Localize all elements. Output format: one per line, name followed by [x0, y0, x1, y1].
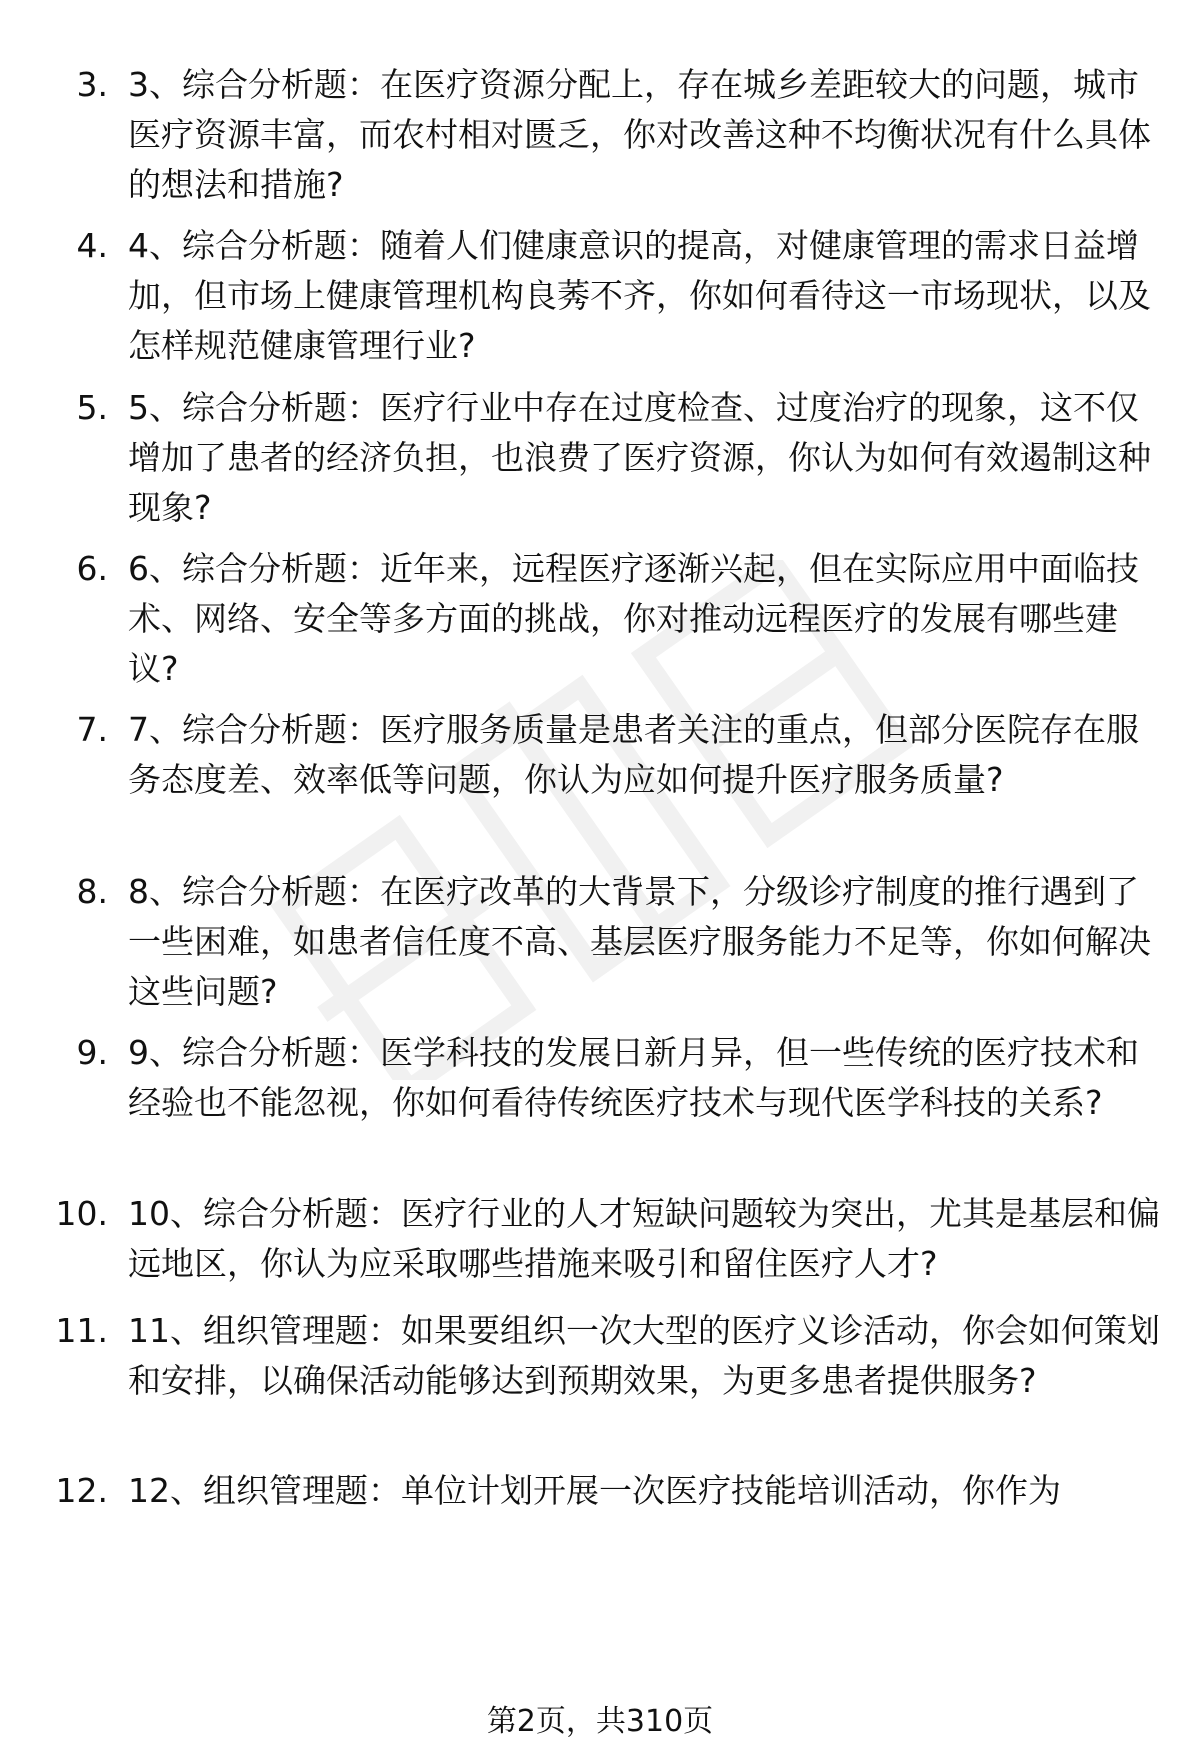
question-text: 9、综合分析题：医学科技的发展日新月异，但一些传统的医疗技术和经验也不能忽视，你如何看待传统医疗技术与现代医学科技的关系?	[128, 1033, 1139, 1122]
question-number: 3.	[76, 65, 108, 104]
page-footer: 第2页，共310页	[486, 1704, 714, 1739]
question-text: 3、综合分析题：在医疗资源分配上，存在城乡差距较大的问题，城市医疗资源丰富，而农村相对匮乏，你对改善这种不均衡状况有什么具体的想法和措施?	[128, 65, 1151, 204]
question-text: 8、综合分析题：在医疗改革的大背景下，分级诊疗制度的推行遇到了一些困难，如患者信任度不高、基层医疗服务能力不足等，你如何解决这些问题?	[128, 872, 1151, 1011]
question-number: 9.	[76, 1033, 108, 1072]
question-text: 10、综合分析题：医疗行业的人才短缺问题较为突出，尤其是基层和偏远地区，你认为应采取哪些措施来吸引和留住医疗人才?	[128, 1194, 1160, 1283]
question-number: 6.	[76, 549, 108, 588]
question-text: 11、组织管理题：如果要组织一次大型的医疗义诊活动，你会如何策划和安排，以确保活动能够达到预期效果，为更多患者提供服务?	[128, 1311, 1160, 1400]
question-text: 5、综合分析题：医疗行业中存在过度检查、过度治疗的现象，这不仅增加了患者的经济负担，也浪费了医疗资源，你认为如何有效遏制这种现象?	[128, 388, 1151, 527]
question-number: 10.	[55, 1194, 108, 1233]
question-number: 8.	[76, 872, 108, 911]
question-number: 12.	[55, 1471, 108, 1510]
question-text: 7、综合分析题：医疗服务质量是患者关注的重点，但部分医院存在服务态度差、效率低等问题，你认为应如何提升医疗服务质量?	[128, 710, 1139, 799]
question-number: 5.	[76, 388, 108, 427]
question-number: 7.	[76, 710, 108, 749]
question-number: 4.	[76, 226, 108, 265]
question-text: 4、综合分析题：随着人们健康意识的提高，对健康管理的需求日益增加，但市场上健康管理机构良莠不齐，你如何看待这一市场现状，以及怎样规范健康管理行业?	[128, 226, 1151, 365]
question-text: 6、综合分析题：近年来，远程医疗逐渐兴起，但在实际应用中面临技术、网络、安全等多方面的挑战，你对推动远程医疗的发展有哪些建议?	[128, 549, 1139, 688]
question-text: 12、组织管理题：单位计划开展一次医疗技能培训活动，你作为	[128, 1471, 1061, 1510]
question-number: 11.	[55, 1311, 108, 1350]
